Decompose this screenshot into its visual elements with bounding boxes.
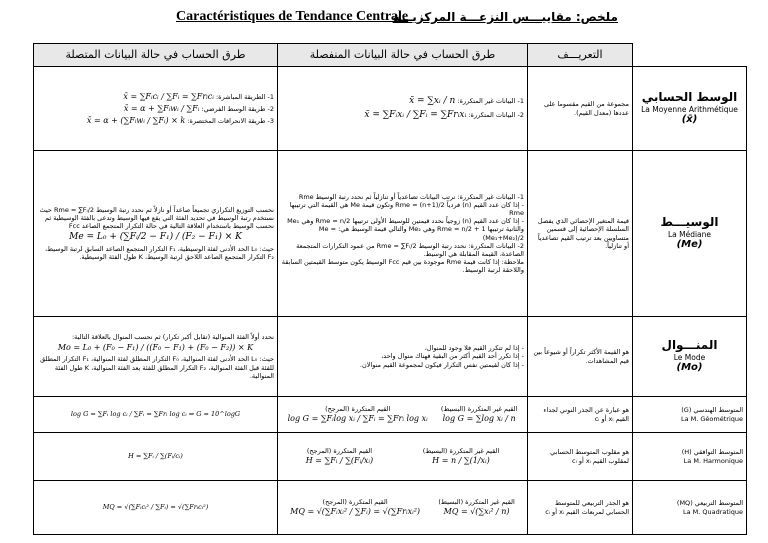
mode-cont-text-2: حيث: L₀ الحد الأدنى لفئة المنوالية، F₀ التكرار المطلق لفئة المنوالية، F₁ التكرار المطلق للفئة قبل الفئة المنوالية، F₂ التكرار المطلق للفئة بعد الفئة المنوالية، K طول الفئة المنوالية. xyxy=(40,355,274,380)
mean-disc-2-formula: x̄ = ∑Fᵢxᵢ / ∑Fᵢ = ∑Frᵢxᵢ xyxy=(364,109,467,120)
quad-name-ar: المتوسط التربيعي (MQ) xyxy=(676,499,743,508)
title-arabic: ملخص: مقاييـــس النزعـــة المركزيـــة xyxy=(392,10,618,24)
median-disc-text-3: - إذا كان عدد القيم (n) زوجياً نحدد قيمتين للوسيط الأولى ترتيبها Rme = n/2 وهي Me₁ والثانية ترتيبها Rme = n/2 + 1 وهي Me₂ والتالي قيمة الوسيط هي: Me = (Me₁+Me₂)/2 xyxy=(287,217,524,242)
geometric-name xyxy=(633,397,747,433)
mean-cont-1-formula: x̄ = ∑Fᵢcᵢ / ∑Fᵢ = ∑Frᵢcᵢ xyxy=(123,91,214,101)
median-disc-text-5: ملاحظة: إذا كانت قيمة Rme موجودة بين قيم Fcc الوسيط يكون متوسط القيمتين السابقة واللاحقة لرتبة الوسيط. xyxy=(281,257,524,274)
harm-name-fr: La M. Harmonique xyxy=(683,456,743,465)
harmonic-name xyxy=(633,433,747,481)
title-french: Caractéristiques de Tendance Centrale xyxy=(176,9,409,24)
row-quadratic xyxy=(34,481,747,535)
median-discrete xyxy=(278,151,528,317)
quadratic-continuous: MQ = √(∑Fᵢcᵢ² / ∑Fᵢ) = √(∑Frᵢcᵢ²) xyxy=(34,481,278,535)
row-geometric xyxy=(34,397,747,433)
mode-name-ar: المنـــوال xyxy=(661,338,718,353)
geo-disc-formula-1: log G = ∑log xᵢ / n xyxy=(442,413,516,423)
quad-disc-label-2: القيم المتكررة (المرجح) xyxy=(322,498,388,507)
harm-name-ar: المتوسط التوافقي (H) xyxy=(681,448,743,457)
row-mean xyxy=(34,67,747,151)
median-cont-formula: Me = L₀ + (∑Fᵢ/2 − F₁) / (F₂ − F₁) × K xyxy=(69,231,242,242)
header-blank xyxy=(633,44,747,67)
geo-disc-label-2: القيم المتكررة (المرجح) xyxy=(325,405,391,414)
geometric-definition: هو عبارة عن الجذر النوني لجداء القيم xᵢ أو cᵢ xyxy=(528,397,633,433)
mode-cont-formula: Mo = L₀ + (F₀ − F₁) / ((F₀ − F₁) + (F₀ − F₂)) × K xyxy=(57,343,254,353)
mean-disc-1-formula: x̄ = ∑xᵢ / n xyxy=(409,96,456,107)
median-name xyxy=(633,151,747,317)
geo-name-ar: المتوسط الهندسي (G) xyxy=(681,406,743,415)
harmonic-continuous: H = ∑Fᵢ / ∑(Fᵢ/cᵢ) xyxy=(34,433,278,481)
harmonic-definition: هو مقلوب المتوسط الحسابي لمقلوب القيم xᵢ أو cᵢ xyxy=(528,433,633,481)
mean-disc-1-label: 1- البيانات غير المتكررة: xyxy=(457,97,524,106)
quad-disc-label-1: القيم غير المتكررة (البسيط) xyxy=(438,498,515,507)
summary-table xyxy=(33,43,747,535)
mean-symbol: (x̄) xyxy=(681,114,698,126)
mean-disc-2-label: 2- البيانات المتكررة: xyxy=(468,110,524,119)
harm-disc-label-2: القيم المتكررة (المرجح) xyxy=(306,447,373,456)
page-title xyxy=(0,6,768,30)
median-definition: قيمة المتغير الإحصائي الذي يفصل السلسلة الإحصائية إلى قسمين متساويين بعد ترتيب القيم تصاعدياً أو تنازلياً. xyxy=(528,151,633,317)
mean-name-fr: La Moyenne Arithmétique xyxy=(641,105,738,115)
header-definition: التعريـــف xyxy=(528,44,633,67)
median-cont-text-2: حيث: L₀ الحد الأدنى لفئة الوسيطية، F₁ التكرار المتجمع الصاعد السابق لرتبة الوسيط، F₂ التكرار المتجمع الصاعد اللاحق لرتبة الوسيط، K طول الفئة الوسيطية. xyxy=(44,245,274,262)
median-name-ar: الوسيـــط xyxy=(660,215,719,230)
quad-disc-formula-2: MQ = √(∑Fᵢxᵢ² / ∑Fᵢ) = √(∑Frᵢxᵢ²) xyxy=(290,506,421,516)
median-name-fr: La Médiane xyxy=(667,230,712,240)
mode-discrete xyxy=(278,317,528,397)
harm-disc-formula-1: H = n / ∑(1/xᵢ) xyxy=(432,455,490,465)
geo-disc-label-1: القيم غير المتكررة (البسيط) xyxy=(440,405,518,414)
mode-disc-text-2: - إذا تكرر أحد القيم أكثر من البقية فهناك منوال واحد، xyxy=(381,352,524,361)
row-median xyxy=(34,151,747,317)
median-continuous xyxy=(34,151,278,317)
mean-cont-2-formula: x̄ = α + ∑Fᵢwᵢ / ∑Fᵢ xyxy=(123,103,200,113)
header-continuous: طرق الحساب في حالة البيانات المتصلة xyxy=(34,44,278,67)
quad-name-fr: La M. Quadratique xyxy=(682,507,743,516)
geometric-continuous: log G = ∑Fᵢ log cᵢ / ∑Fᵢ = ∑Frᵢ log cᵢ ⇒ G = 10^logG xyxy=(34,397,278,433)
mean-cont-3-label: 3- طريقة الانحرافات المختصرة: xyxy=(187,116,274,125)
row-mode xyxy=(34,317,747,397)
row-harmonic xyxy=(34,433,747,481)
mode-continuous xyxy=(34,317,278,397)
header-row xyxy=(34,44,747,67)
quadratic-name xyxy=(633,481,747,535)
mean-cont-1-label: 1- الطريقة المباشرة: xyxy=(215,92,274,101)
mode-cont-text-1: نحدد أولاً الفئة المنوالية (تقابل أكبر تكرار) ثم نحسب المنوال بالعلاقة التالية: xyxy=(71,333,274,342)
mean-definition: مجموعة من القيم مقسوما على عددها (معدل القيم). xyxy=(528,67,633,151)
harm-disc-label-1: القيم غير المتكررة (البسيط) xyxy=(422,447,500,456)
median-symbol: (Me) xyxy=(676,239,703,251)
header-discrete: طرق الحساب في حالة البيانات المنفصلة xyxy=(278,44,528,67)
mean-discrete xyxy=(278,67,528,151)
mode-disc-text-1: - إذا لم تتكرر القيم فلا وجود للمنوال، xyxy=(424,344,524,353)
mean-cont-3-formula: x̄ = α + (∑Fᵢwᵢ / ∑Fᵢ) × k xyxy=(86,115,186,125)
mode-disc-text-3: - إذا كان لقيمتين نفس التكرار فيكون لمجموعة القيم منوالان. xyxy=(359,360,524,369)
quad-disc-formula-1: MQ = √(∑xᵢ² / n) xyxy=(443,506,510,516)
quadratic-discrete xyxy=(278,481,528,535)
mode-name-fr: Le Mode xyxy=(673,353,706,363)
mode-symbol: (Mo) xyxy=(676,362,703,374)
harmonic-discrete xyxy=(278,433,528,481)
mean-name-ar: الوسط الحسابي xyxy=(641,90,738,105)
mode-name xyxy=(633,317,747,397)
quadratic-definition: هو الجذر التربيعي للمتوسط الحسابي لمربعات القيم xᵢ أو cᵢ xyxy=(528,481,633,535)
median-disc-text-2: - إذا كان عدد القيم (n) فردياً Rme = (n+1)/2 وتكون قيمة Me هي القيمة التي ترتيبها Rme xyxy=(289,201,524,218)
mean-name xyxy=(633,67,747,151)
median-disc-text-4: 2- البيانات المتكررة: نحدد رتبة الوسيط Rme = ∑Fᵢ/2 من عمود التكرارات المتجمعة الصاعدة، القيمة المقابلة هي الوسيط. xyxy=(296,241,524,258)
median-disc-text-1: 1- البيانات غير المتكررة: نرتب البيانات تصاعدياً أو تنازلياً ثم نحدد رتبة الوسيط Rme xyxy=(298,192,524,201)
mode-definition: هو القيمة الأكثر تكراراً أو شيوعاً بين قيم المشاهدات. xyxy=(528,317,633,397)
geometric-discrete xyxy=(278,397,528,433)
harm-disc-formula-2: H = ∑Fᵢ / ∑(Fᵢ/xᵢ) xyxy=(305,455,374,465)
mean-cont-2-label: 2- طريقة الوسط الفرضي: xyxy=(201,104,274,113)
geo-disc-formula-2: log G = ∑Fᵢlog xᵢ / ∑Fᵢ = ∑Frᵢ log xᵢ xyxy=(287,413,428,423)
geo-name-fr: La M. Géométrique xyxy=(680,414,743,423)
mean-continuous xyxy=(34,67,278,151)
median-cont-text-1: نحسب التوزيع التكراري تجميعاً صاعداً أو نازلاً ثم نحدد رتبة الوسيط Rme = ∑Fᵢ/2 حيث نستخدم رتبة الوسيط في تحديد الفئة التي يقع فيها الوسيط وتدعى بالفئة الوسيطية ثم نحسب الوسيط باستخدام العلاقة التالية في حالة التكرار المتجمع الصاعد Fcc xyxy=(39,205,274,230)
